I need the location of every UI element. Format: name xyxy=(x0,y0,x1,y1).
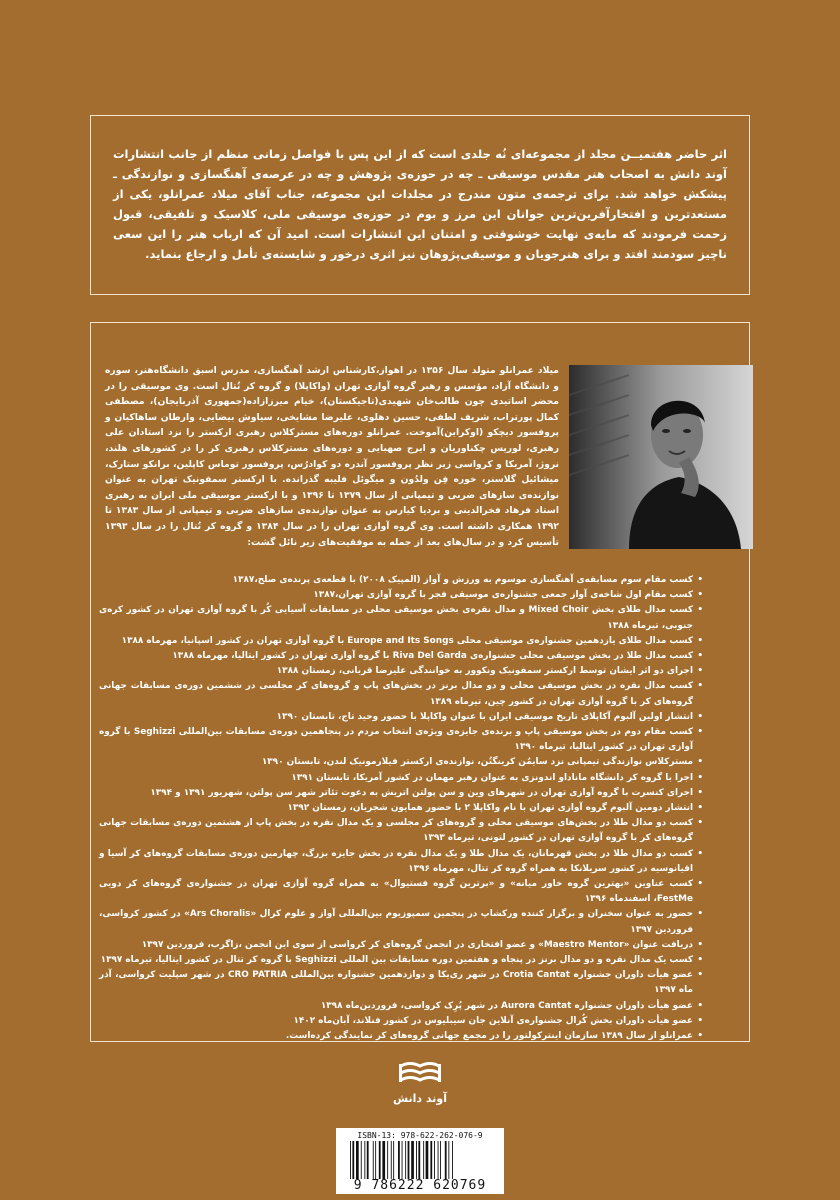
achievement-item: • کسب عناوین «بهترین گروه خاور میانه» و «برترین گروه فستیوال» به همراه گروه آوازی تهران در جشنواره‌ی گروه‌های کر دوبی FestMe، اسفندماه ۱۳۹۶ xyxy=(99,877,705,907)
biography-paragraph: میلاد عمرانلو متولد سال ۱۳۵۶ در اهواز،کارشناس ارشد آهنگسازی، مدرس اسبق دانشگاه‌هنر، سوره و دانشگاه آزاد، مؤسس و رهبر گروه آوازی تهران (واکاپلا) و گروه کر تُتال است. وی موسیقی را در محضر اساتیدی چون طالب‌خان شهیدی(تاجیکستان)، خیام میرزازاده(جمهوری آذربایجان)، مصطفی کمال پورتراب، شریف لطفی، حسین دهلوی، علیرضا مشایخی، سیاوش بیضایی، وارطان ساهاکیان و پروفسور دیچکو (اوکراین)آموخت. عمرانلو دوره‌های مسترکلاس رهبری ارکستر را نزد استادان علی رهبری، لوریس چکناوریان و ایرج صهبایی و دوره‌های مسترکلاس رهبری کر را در کشورهای هلند، نروژ، آمریکا و کرواسی زیر نظر پروفسور آندره دو کوادرُس، پروفسور توماس کاپلین، برانکو ستارک، میشائیل گلاسنر، خوره فِن ولدُون و میگوئل فلیبه گذرانده. با ارکستر سمفونیک تهران به عنوان نوازنده‌ی سازهای ضربی و تیمپانی از سال ۱۳۷۹ تا ۱۳۹۶ و با ارکستر موسیقی ملی ایران به رهبری استاد فرهاد فخرالدینی و بردیا کیارس به عنوان نوازنده‌ی سازهای ضربی و تیمپانی از سال ۱۳۸۳ تا ۱۳۹۲ همکاری داشته است. وی گروه آوازی تهران را در سال ۱۳۸۴ و گروه کر تُتال را در سال ۱۳۹۳ تأسیس کرد و در سال‌های بعد از جمله به موفقیت‌های زیر نائل گشت: xyxy=(105,365,560,548)
achievement-item: • اجرای دو اثر ایشان توسط ارکستر سمفونیک ونکوور به خوانندگی علیرضا قربانی، زمستان ۱۳۸۸ xyxy=(99,664,705,679)
achievement-item: • کسب مدال نقره در بخش موسیقی محلی و دو مدال برنز در بخش‌های پاپ و گروه‌های کر مجلسی در ششمین دوره‌ی مسابقات جهانی گروه‌های کر با گروه آوازی تهران در کشور چین، تیرماه ۱۳۸۹ xyxy=(99,679,705,709)
isbn-barcode xyxy=(336,1128,504,1194)
achievement-item: • دریافت عنوان «Maestro Mentor» و عضو افتخاری در انجمن گروه‌های کر کرواسی از سوی این انجمن ،زاگرب، فروردین ۱۳۹۷ xyxy=(99,938,705,953)
achievement-item: • کسب مدال طلای یازدهمین جشنواره‌ی موسیقی محلی Europe and Its Songs با گروه آوازی تهران در کشور اسپانیا، مهرماه ۱۳۸۸ xyxy=(99,634,705,649)
achievement-item: • کسب مقام سوم مسابقه‌ی آهنگسازی موسوم به ورزش و آواز (المپیک ۲۰۰۸) با قطعه‌ی پرنده‌ی صلح،۱۳۸۷ xyxy=(99,573,705,588)
achievement-item: • کسب مقام اول شاخه‌ی آواز جمعی جشنواره‌ی موسیقی فجر با گروه آوازی تهران،۱۳۸۷ xyxy=(99,588,705,603)
achievement-item: • عضو هیأت داوران جشنواره Aurora Cantat در شهر پُرِک کرواسی، فروردین‌ماه ۱۳۹۸ xyxy=(99,999,705,1014)
barcode-number: 9 786222 620769 xyxy=(353,1178,487,1193)
achievement-item: • کسب مدال طلا در بخش موسیقی محلی جشنواره‌ی Riva Del Garda با گروه آوازی تهران در کشور ایتالیا، مهرماه ۱۳۸۸ xyxy=(99,649,705,664)
achievement-item: • انتشار اولین آلبوم آکاپلای تاریخ موسیقی ایران با عنوان واکاپلا با حضور وحید تاج، تابستان ۱۳۹۰ xyxy=(99,710,705,725)
achievement-item: • عمرانلو از سال ۱۳۸۹ سازمان اینترکولتور را در مجمع جهانی گروه‌های کر نمایندگی کرده‌است. xyxy=(99,1029,705,1044)
achievement-item: • کسب دو مدال طلا در بخش قهرمانان، یک مدال طلا و یک مدال نقره در بخش جایزه بزرگ، چهارمین دوره‌ی مسابقات گروه‌های کر آسیا و اقیانوسیه در کشور سریلانکا به همراه گروه کر تتال، مهرماه ۱۳۹۶ xyxy=(99,847,705,877)
achievement-item: • عضو هیأت داوران بخش کُرال جشنواره‌ی آنلاین جان سیبلیوس در کشور فنلاند، آبان‌ماه ۱۴۰۲ xyxy=(99,1014,705,1029)
intro-frame xyxy=(90,115,750,295)
achievement-item: • اجرای کنسرت با گروه آوازی تهران در شهرهای وین و سن پولتن اتریش به دعوت تئاتر شهر سن پولتن، شهریور ۱۳۹۱ و ۱۳۹۴ xyxy=(99,786,705,801)
barcode-bars xyxy=(350,1141,490,1179)
achievements-list xyxy=(99,573,705,1044)
achievement-item: • حضور به عنوان سخنران و برگزار کننده ورکشاپ در پنجمین سمپوزیوم بین‌المللی آواز و علوم کرال «Ars Choralis» در کشور کرواسی، فروردین ۱۳۹۷ xyxy=(99,907,705,937)
achievement-item: • کسب مدال طلای بخش Mixed Choir و مدال نقره‌ی بخش موسیقی محلی در مسابقات آسیایی کُر با گروه آوازی تهران در کشور کره‌ی جنوبی، تیرماه ۱۳۸۸ xyxy=(99,603,705,633)
publisher-name: آوند دانش xyxy=(392,1092,448,1105)
biography-frame xyxy=(90,322,750,1042)
publisher-logo-icon xyxy=(398,1060,442,1086)
achievement-item: • عضو هیأت داوران جشنواره Crotia Cantat در شهر ری‌یکا و دوازدهمین جشنواره بین‌المللی CRO PATRIA در شهر سپلیت کرواسی، آذر ماه ۱۳۹۷ xyxy=(99,968,705,998)
author-photo xyxy=(569,365,753,549)
achievement-item: • مسترکلاس نوازندگی تیمپانی نزد سایمُن کرینگتُن، نوازنده‌ی ارکستر فیلارمونیک لندن، تابستان ۱۳۹۰ xyxy=(99,755,705,770)
achievement-item: • انتشار دومین آلبوم گروه آوازی تهران با نام واکاپلا ۲ با حضور همایون شجریان، زمستان ۱۳۹۲ xyxy=(99,801,705,816)
achievement-item: • اجرا با گروه کر دانشگاه ماناداو اندونزی به عنوان رهبر مهمان در کشور آمریکا، تابستان ۱۳۹۱ xyxy=(99,771,705,786)
achievement-item: • کسب مقام دوم در بخش موسیقی پاپ و برنده‌ی جایزه‌ی ویژه‌ی انتخاب مردم در پنجاهمین دوره‌ی مسابقات بین‌المللی Seghizzi با گروه آوازی تهران در کشور ایتالیا، تیرماه ۱۳۹۰ xyxy=(99,725,705,755)
achievement-item: • کسب دو مدال طلا در بخش‌های موسیقی محلی و گروه‌های کر مجلسی و یک مدال نقره در بخش پاپ از هشتمین دوره‌ی مسابقات جهانی گروه‌های کر با گروه آوازی تهران در کشور لتونی، تیرماه ۱۳۹۳ xyxy=(99,816,705,846)
isbn-label: ISBN-13: 978-622-262-076-9 xyxy=(357,1131,483,1140)
achievement-item: • کسب یک مدال نقره و دو مدال برنز در پنجاه و هفتمین دوره مسابقات بین المللی Seghizzi با گروه کر تتال در کشور ایتالیا، تیرماه ۱۳۹۷ xyxy=(99,953,705,968)
intro-paragraph: اثر حاضر هفتمیــن مجلد از مجموعه‌ای نُه جلدی است که از این پس با فواصل زمانی منظم از جانب انتشارات آوند دانش به اصحاب هنر مقدس موسیقی ـ چه در حوزه‌ی پژوهش و چه در عرصه‌ی آهنگسازی و نوازندگی ـ پیشکش خواهد شد. برای ترجمه‌ی متون مندرج در مجلدات این مجموعه، جناب آقای میلاد عمرانلو، یکی از مستعدترین و افتخارآفرین‌ترین جوانان این مرز و بوم در حوزه‌ی موسیقی ملی، کلاسیک و تلفیقی، قبول زحمت فرمودند که مایه‌ی نهایت خوشوقتی و امتنان این انتشارات است. امید آن که ارباب هنر را این سعی ناچیز سودمند افتد و برای هنرجویان و موسیقی‌پژوهان نیز اثری درخور و شایسته‌ی تأمل و ارجاع بنماید. xyxy=(113,147,727,261)
